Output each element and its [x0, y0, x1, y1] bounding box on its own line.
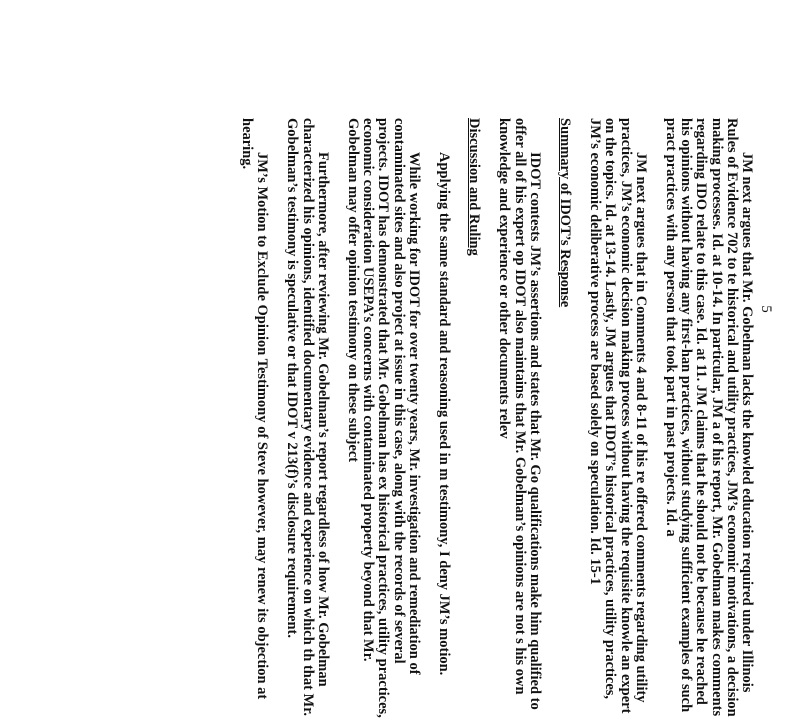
paragraph	[284, 118, 330, 718]
page-number: 5	[758, 305, 774, 313]
paragraph	[239, 118, 269, 718]
section-heading: Discussion and Ruling	[466, 118, 483, 256]
paragraph-text: Applying the same standard and reasoning used in m testimony, I deny JM’s motion.	[435, 152, 452, 676]
paragraph	[345, 118, 421, 718]
paragraph	[663, 118, 754, 718]
paragraph-text: JM next argues that Mr. Gobelman lacks the knowled education required under Illinois Rules of Evidence 702 to te historical and utility practices, JM’s economic motivations, a decision making processes. Id. at 10-14. In particular, JM a of his report, Mr. Gobelman makes comments regarding IDO relate to this case. Id. at 11. JM claims that he should not be because he reached his opinions without having any first-han practices, without studying sufficient examples of such pract practices with any person that took part in past projects. Id. a	[662, 118, 755, 717]
paragraph	[436, 118, 451, 718]
paragraph-text: While working for IDOT for over twenty years, Mr. investigation and remediation of contaminated sites and also project at issue in this case, along with the records of several projects. IDOT has demonstrated that Mr. Gobelman has ex historical practices, utility practices, economic consideration USEPA’s concerns with contaminated property beyond that Mr. Gobelman may offer opinion testimony on these subject	[344, 118, 422, 718]
section-heading: Summary of IDOT’s Response	[556, 118, 573, 308]
paragraph-text: Furthermore, after reviewing Mr. Gobelman’s report regardless of how Mr. Gobelman characterized his opinions, identified documentary evidence and experience on which th that Mr. Gobelman’s testimony is speculative or that IDOT v 213(f)’s disclosure requirement.	[284, 118, 331, 716]
paragraph-text: JM’s Motion to Exclude Opinion Testimony of Steve however, may renew its objection at hearing.	[238, 118, 271, 700]
paragraph	[587, 118, 648, 718]
document-body	[224, 118, 754, 718]
paragraph-text: IDOT contests JM’s assertions and states that Mr. Go qualifications make him qualified to offer all of his expert op IDOT also maintains that Mr. Gobelman’s opinions are not s his own knowledge and experience or other documents relev	[496, 118, 543, 710]
paragraph-text: JM next argues that in Comments 4 and 8-11 of his re offered comments regarding utility practices, JM’s economic decision making process without having the requisite knowle an expert on the topics. Id. at 13-14. Lastly, JM argues that IDOT’s historical practices, utility practices, JM’s economic deliberative process are based solely on speculation. Id. 15-1	[587, 118, 649, 714]
paragraph	[496, 118, 542, 718]
